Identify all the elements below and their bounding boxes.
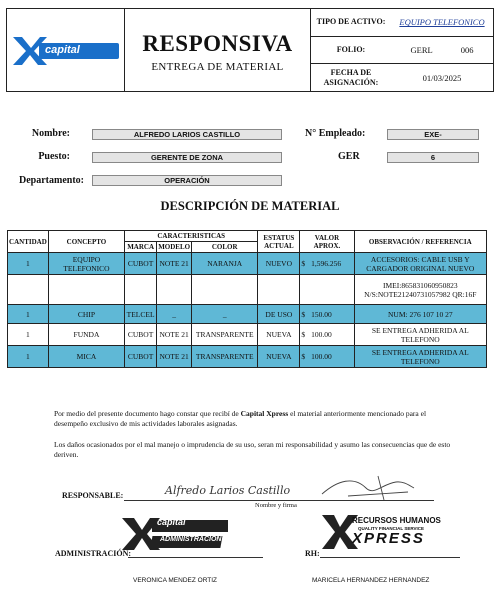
table-row <box>8 253 487 275</box>
cell-observacion: ACCESORIOS: CABLE USB Y CARGADOR ORIGINAL NUEVO <box>354 253 486 275</box>
th-caracteristicas: CARACTERISTICAS <box>125 231 258 242</box>
cell-marca: TELCEL <box>125 305 157 324</box>
valor-amount: 100.00 <box>311 352 332 361</box>
departamento-label: Departamento: <box>19 175 84 186</box>
rh-line <box>320 557 460 558</box>
currency-sign: $ <box>301 259 306 268</box>
admin-label: ADMINISTRACIÓN: <box>55 549 132 558</box>
tipo-value: EQUIPO TELEFONICO <box>399 17 485 28</box>
fecha-row <box>311 64 493 91</box>
cell-modelo <box>157 275 192 305</box>
valor-amount: 100.00 <box>311 330 332 339</box>
cell-observacion: IMEI:865831060950823 N/S:NOTE21240731057982 QR:16F <box>354 275 486 305</box>
tipo-label: TIPO DE ACTIVO: <box>316 17 386 27</box>
cell-estatus <box>258 275 300 305</box>
admin-stamp-bottom: ADMINISTRACIÓN <box>160 536 222 543</box>
th-concepto: CONCEPTO <box>48 231 124 253</box>
liability-paragraph: Los daños ocasionados por el mal manejo o imprudencia de su uso, seran mi responsabilidad y asumo las consecuencias que de esto deriven. <box>54 440 451 459</box>
cell-estatus: NUEVA <box>258 346 300 368</box>
cell-concepto: FUNDA <box>48 324 124 346</box>
document-title: RESPONSIVA <box>142 31 293 56</box>
th-valor: VALOR APROX. <box>300 231 354 253</box>
rh-name: MARICELA HERNANDEZ HERNANDEZ <box>312 577 430 584</box>
cell-estatus: NUEVO <box>258 253 300 275</box>
cell-valor <box>300 305 354 324</box>
rh-label: RH: <box>305 549 320 558</box>
th-estatus: ESTATUS ACTUAL <box>258 231 300 253</box>
table-row <box>8 305 487 324</box>
nombre-firma-caption: Nombre y firma <box>255 502 297 509</box>
logo-cell <box>7 9 125 91</box>
cell-modelo: _ <box>157 305 192 324</box>
handwritten-signature: Alfredo Larios Castillo <box>165 484 291 497</box>
admin-name: VERONICA MENDEZ ORTIZ <box>133 577 218 584</box>
rh-stamp-top: RECURSOS HUMANOS <box>352 516 441 525</box>
cell-concepto: CHIP <box>48 305 124 324</box>
cell-marca: CUBOT <box>125 346 157 368</box>
cell-concepto: EQUIPO TELEFONICO <box>48 253 124 275</box>
currency-sign: $ <box>301 309 306 319</box>
currency-sign: $ <box>301 330 306 339</box>
cell-valor <box>300 324 354 346</box>
folio-label: FOLIO: <box>336 45 366 54</box>
departamento-field: OPERACIÓN <box>92 175 282 186</box>
admin-stamp-top: capital <box>157 517 186 527</box>
admin-line <box>128 557 263 558</box>
cell-valor <box>300 253 354 275</box>
valor-amount: 150.00 <box>311 309 332 319</box>
cell-cantidad <box>8 275 49 305</box>
cell-marca <box>125 275 157 305</box>
rh-stamp-mid: QUALITY FINANCIAL SERVICE <box>358 526 425 531</box>
tipo-row <box>311 9 493 37</box>
cell-valor <box>300 346 354 368</box>
cell-cantidad: 1 <box>8 305 49 324</box>
th-cantidad: CANTIDAD <box>8 231 49 253</box>
table-row <box>8 346 487 368</box>
cell-modelo: NOTE 21 <box>157 324 192 346</box>
cell-color: _ <box>192 305 258 324</box>
cell-marca: CUBOT <box>125 324 157 346</box>
table-row <box>8 275 487 305</box>
cell-cantidad: 1 <box>8 346 49 368</box>
folio-prefix: GERL <box>410 45 433 55</box>
folio-row <box>311 37 493 65</box>
cell-cantidad: 1 <box>8 324 49 346</box>
cell-observacion: SE ENTREGA ADHERIDA AL TELEFONO <box>354 346 486 368</box>
puesto-field: GERENTE DE ZONA <box>92 152 282 163</box>
cell-observacion: SE ENTREGA ADHERIDA AL TELEFONO <box>354 324 486 346</box>
th-color: COLOR <box>192 242 258 253</box>
valor-amount: 1,596.256 <box>311 259 342 268</box>
th-modelo: MODELO <box>158 243 191 251</box>
logo-text: capital <box>45 44 80 56</box>
cell-concepto: MICA <box>48 346 124 368</box>
folio-number: 006 <box>460 45 474 55</box>
cell-modelo: NOTE 21 <box>157 253 192 275</box>
cell-marca: CUBOT <box>125 253 157 275</box>
fecha-value: 01/03/2025 <box>422 72 462 83</box>
cell-color: TRANSPARENTE <box>192 346 258 368</box>
cell-modelo: NOTE 21 <box>157 346 192 368</box>
cell-color: NARANJA <box>192 253 258 275</box>
info-cell <box>311 9 493 91</box>
cell-cantidad: 1 <box>8 253 49 275</box>
document-header <box>6 8 494 92</box>
th-marca: MARCA <box>125 242 157 253</box>
responsable-label: RESPONSABLE: <box>62 491 124 500</box>
document-subtitle: ENTREGA DE MATERIAL <box>151 61 284 73</box>
ger-label: GER <box>338 151 360 162</box>
empleado-label: N° Empleado: <box>305 128 366 139</box>
title-cell <box>125 9 311 91</box>
fecha-label: FECHA DE ASIGNACIÓN: <box>323 67 379 87</box>
th-observacion: OBSERVACIÓN / REFERENCIA <box>354 231 486 253</box>
nombre-label: Nombre: <box>31 128 70 139</box>
signature-scribble-icon <box>318 474 418 502</box>
cell-concepto <box>48 275 124 305</box>
declaration-paragraph: Por medio del presente documento hago constar que recibí de Capital Xpress el material anteriormente mencionado para el desempeño exclusivo de mis actividades laborales asignadas. <box>54 409 427 428</box>
cell-estatus: NUEVA <box>258 324 300 346</box>
empleado-field: EXE- <box>387 129 479 140</box>
cell-color: TRANSPARENTE <box>192 324 258 346</box>
rh-stamp-bottom: XPRESS <box>352 530 425 547</box>
section-title: DESCRIPCIÓN DE MATERIAL <box>160 199 340 213</box>
cell-observacion: NUM: 276 107 10 27 <box>354 305 486 324</box>
table-row <box>8 324 487 346</box>
cell-color <box>192 275 258 305</box>
cell-estatus: DE USO <box>258 305 300 324</box>
currency-sign: $ <box>301 352 306 361</box>
puesto-label: Puesto: <box>38 151 70 162</box>
nombre-field: ALFREDO LARIOS CASTILLO <box>92 129 282 140</box>
cell-valor <box>300 275 354 305</box>
capital-logo <box>13 37 119 65</box>
material-table <box>7 230 487 368</box>
ger-field: 6 <box>387 152 479 163</box>
